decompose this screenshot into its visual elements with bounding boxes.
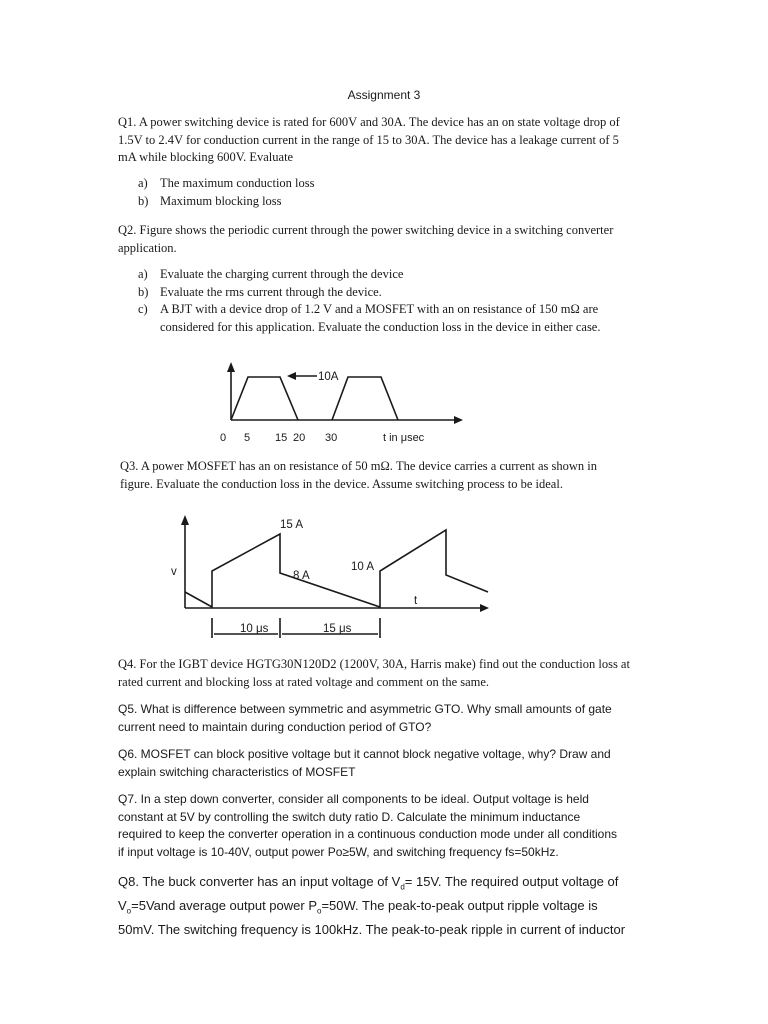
item-text: considered for this application. Evaluate the conduction loss in the device in either case. xyxy=(160,319,601,334)
q1-line: Q1. A power switching device is rated for 600V and 30A. The device has an on state voltage drop of xyxy=(118,115,620,129)
q3-line: figure. Evaluate the conduction loss in the device. Assume switching process to be ideal. xyxy=(120,476,563,491)
question-3-text xyxy=(120,458,648,493)
x-axis-label: t in μsec xyxy=(383,432,425,444)
question-7-text xyxy=(118,791,646,861)
q6-line: Q6. MOSFET can block positive voltage but it cannot block negative voltage, why? Draw and xyxy=(118,747,611,761)
q8-text: =50W. The peak-to-peak output ripple voltage is xyxy=(321,898,598,914)
x-axis-label: t xyxy=(414,595,418,607)
item-label: b) xyxy=(138,193,149,208)
q7-line: constant at 5V by controlling the switch duty ratio D. Calculate the minimum inductance xyxy=(118,809,581,824)
q8-line xyxy=(118,897,646,921)
interval-label-2: 15 μs xyxy=(323,623,352,635)
tick-label: 30 xyxy=(325,432,338,444)
q3-line: Q3. A power MOSFET has an on resistance of 50 mΩ. The device carries a current as shown in xyxy=(120,459,597,473)
q2-line: application. xyxy=(118,240,177,255)
tick-label: 0 xyxy=(220,432,227,444)
page-title: Assignment 3 xyxy=(347,88,421,102)
q2-line: Q2. Figure shows the periodic current through the power switching device in a switching converter xyxy=(118,223,614,237)
q1-line: mA while blocking 600V. Evaluate xyxy=(118,150,294,164)
x-axis-arrowhead xyxy=(454,416,463,424)
q7-line: if input voltage is 10-40V, output power Po≥5W, and switching frequency fs=50kHz. xyxy=(118,844,559,859)
q1-line: 1.5V to 2.4V for conduction current in the range of 15 to 30A. The device has a leakage current of 5 xyxy=(118,132,619,147)
tick-label: 15 xyxy=(275,432,288,444)
peak-label: 15 A xyxy=(280,519,304,531)
q8-text: Q8. The buck converter has an input voltage of V xyxy=(118,874,401,889)
y-axis-label: v xyxy=(171,566,177,578)
item-label: b) xyxy=(138,284,149,299)
item-text: Evaluate the charging current through the device xyxy=(160,267,404,281)
tick-label: 20 xyxy=(293,432,306,444)
item-text: Maximum blocking loss xyxy=(160,193,282,208)
item-text: A BJT with a device drop of 1.2 V and a MOSFET with an on resistance of 150 mΩ are xyxy=(160,302,599,316)
q6-line: explain switching characteristics of MOSFET xyxy=(118,764,356,779)
pulse-1 xyxy=(231,377,298,420)
peak-arrowhead xyxy=(287,372,296,380)
current-waveform xyxy=(185,530,488,607)
q5-line: current need to maintain during conduction period of GTO? xyxy=(118,719,432,734)
q7-line: Q7. In a step down converter, consider all components to be ideal. Output voltage is held xyxy=(118,792,589,806)
peak-label: 10A xyxy=(318,371,339,383)
tick-label: 5 xyxy=(244,432,251,444)
y-axis-arrowhead xyxy=(181,515,189,525)
q8-subscript: o xyxy=(317,906,322,916)
pulse-2 xyxy=(332,377,398,420)
q8-subscript: o xyxy=(126,906,132,916)
q8-subscript: d xyxy=(400,882,405,892)
valley-label: 8 A xyxy=(293,570,310,582)
q4-line: rated current and blocking loss at rated voltage and comment on the same. xyxy=(118,674,490,689)
item-label: a) xyxy=(138,176,148,190)
q8-text: =5Vand average output power P xyxy=(131,898,317,914)
second-peak-label: 10 A xyxy=(351,561,375,573)
x-axis-arrowhead xyxy=(480,604,489,612)
q4-line: Q4. For the IGBT device HGTG30N120D2 (1200V, 30A, Harris make) find out the conduction loss at xyxy=(118,657,630,671)
q8-line xyxy=(118,873,646,897)
y-axis-arrowhead xyxy=(227,362,235,372)
q8-text: = 15V. The required output voltage of xyxy=(404,874,619,889)
question-4-text xyxy=(118,656,646,691)
q8-line: 50mV. The switching frequency is 100kHz. The peak-to-peak ripple in current of inductor xyxy=(118,922,626,938)
item-label: c) xyxy=(138,302,148,316)
interval-label-1: 10 μs xyxy=(240,623,269,635)
question-8-text xyxy=(118,873,646,940)
item-label: a) xyxy=(138,267,148,281)
q5-line: Q5. What is difference between symmetric and asymmetric GTO. Why small amounts of gate xyxy=(118,702,612,716)
q7-line: required to keep the converter operation in a continuous conduction mode under all conditions xyxy=(118,827,617,841)
item-text: Evaluate the rms current through the device. xyxy=(160,284,382,299)
item-text: The maximum conduction loss xyxy=(160,176,315,190)
q8-text: V xyxy=(118,898,127,914)
question-6-text xyxy=(118,746,646,781)
question-5-text xyxy=(118,701,646,736)
